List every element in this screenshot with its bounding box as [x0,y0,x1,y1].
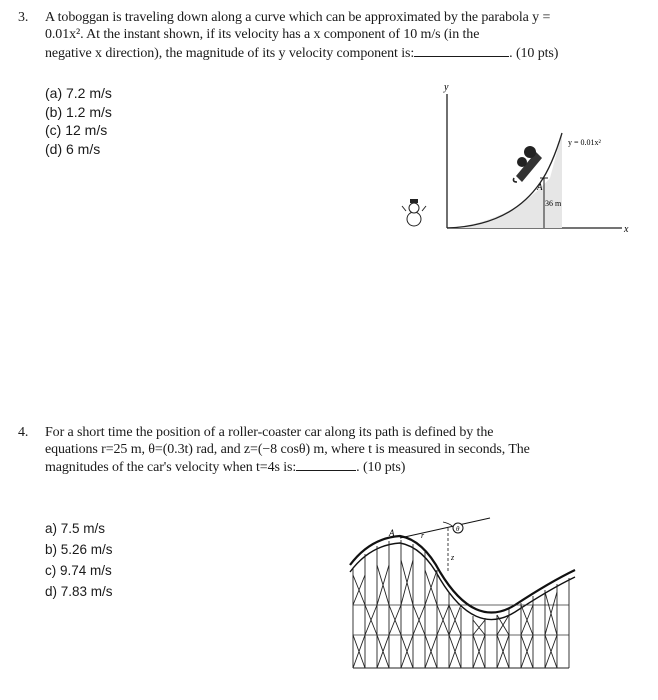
q4-number: 4. [18,425,29,440]
q4-point-a-label: A [389,528,395,538]
q4-choices [45,518,113,602]
toboggan-parabola-figure [390,78,640,240]
q3-choice-a: (a) 7.2 m/s [45,85,112,101]
q3-line-2: 0.01x². At the instant shown, if its velocity has a x component of 10 m/s (in the [45,27,480,42]
q3-line-1: A toboggan is traveling down along a curve which can be approximated by the parabola y = [45,10,551,25]
q4-line-1: For a short time the position of a roller-coaster car along its path is defined by the [45,425,494,440]
coaster-supports [353,540,569,668]
toboggan-icon [513,146,542,182]
theta-label: θ [456,525,460,533]
q3-choices [45,84,112,158]
q4-line-2 [45,441,530,458]
q4-line-3-text: magnitudes of the car's velocity when t=4s is: [45,460,297,475]
snowman-icon [402,199,426,226]
q3-points: . (10 pts) [509,46,559,61]
q4-line-2-text: equations r=25 m, θ=(0.3t) rad, and z=(−8 cosθ) m, where t is measured in seconds, The [45,442,530,457]
q3-choice-b: (b) 1.2 m/s [45,103,112,120]
q3-answer-blank [414,44,509,57]
y-axis-label: y [444,82,449,93]
q4-choice-b: b) 5.26 m/s [45,542,113,557]
q4-choice-c: c) 9.74 m/s [45,563,112,578]
point-a-label: A [537,182,543,192]
coaster-track-upper [350,536,575,613]
height-label: 36 m [545,199,562,208]
q3-choice-d: (d) 6 m/s [45,140,101,157]
r-label: r [421,531,425,540]
q4-answer-blank [296,458,356,471]
q4-line-3 [45,458,405,476]
x-axis-label: x [624,224,629,235]
q3-line-3-text: negative x direction), the magnitude of its y velocity component is: [45,46,415,61]
q3-choice-c: (c) 12 m/s [45,122,108,138]
roller-coaster-figure [345,510,585,680]
q3-number: 3. [18,10,29,25]
q3-line-3 [45,44,558,62]
radius-line [400,518,490,538]
q4-choice-a: a) 7.5 m/s [45,521,106,536]
parabola-equation-label: y = 0.01x² [568,138,601,147]
q4-choice-d: d) 7.83 m/s [45,584,113,599]
q4-points: . (10 pts) [356,460,406,475]
z-label: z [451,553,455,562]
